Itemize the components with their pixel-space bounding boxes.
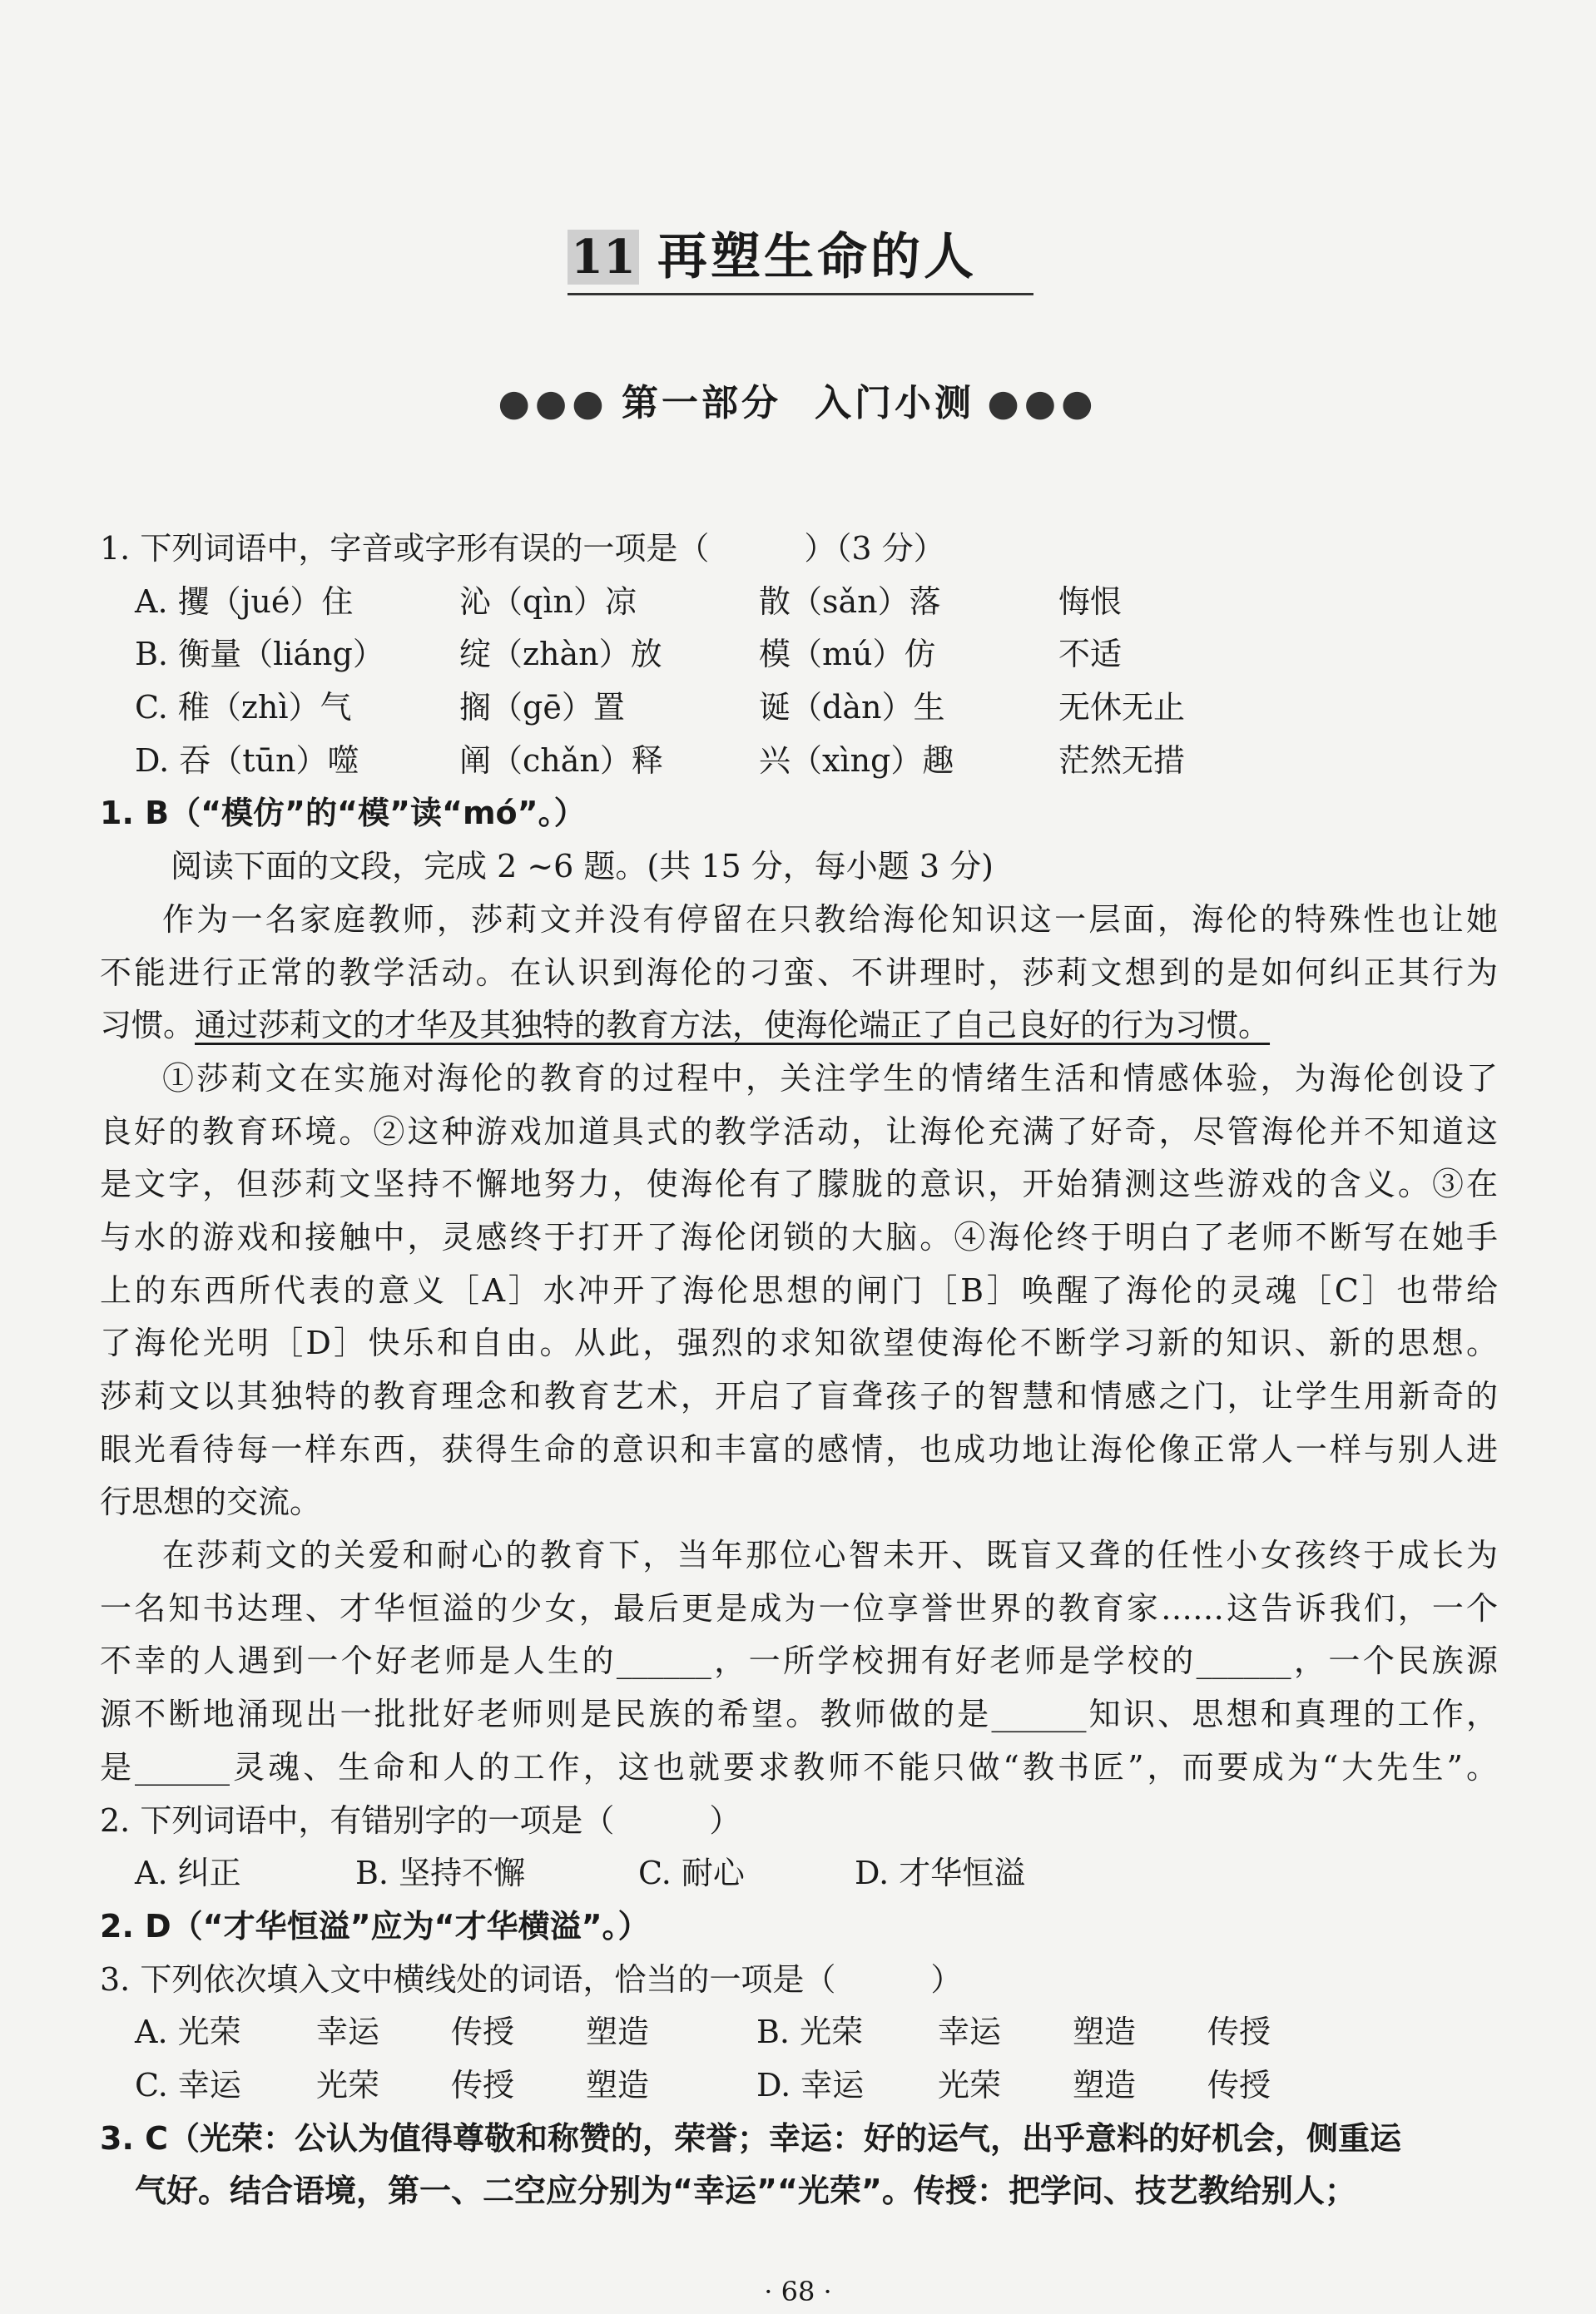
passage-line: 是______灵魂、生命和人的工作，这也就要求教师不能只做“教书匠”，而要成为“大先生”。 xyxy=(100,1748,1498,1786)
section-heading xyxy=(0,379,1596,429)
passage-line: 良好的教育环境。②这种游戏加道具式的教学活动，让海伦充满了好奇，尽管海伦并不知道这 xyxy=(100,1112,1498,1150)
passage-line: 眼光看待每一样东西，获得生命的意识和丰富的感情，也成功地让海伦像正常人一样与别人进 xyxy=(100,1430,1498,1468)
question-1-option-b: B. 衡量（liáng） 绽（zhàn）放 模（mú）仿 不适 xyxy=(135,636,1123,673)
question-1-option-c: C. 稚（zhì）气 搁（gē）置 诞（dàn）生 无休无止 xyxy=(135,689,1186,726)
question-3-options-row-1: A. 光荣 幸运 传授 塑造 B. 光荣 幸运 塑造 传授 xyxy=(135,2014,1271,2051)
dots-right-icon: ●●● xyxy=(987,382,1098,424)
passage-line: 源不断地涌现出一批批好老师则是民族的希望。教师做的是______知识、思想和真理的工作， xyxy=(100,1696,1498,1733)
passage-line: ①莎莉文在实施对海伦的教育的过程中，关注学生的情绪生活和情感体验，为海伦创设了 xyxy=(162,1059,1498,1097)
page-number: · 68 · xyxy=(764,2276,832,2307)
passage-line: 了海伦光明［D］快乐和自由。从此，强烈的求知欲望使海伦不断学习新的知识、新的思想。 xyxy=(100,1325,1498,1362)
chapter-name: 再塑生命的人 xyxy=(657,228,977,286)
passage-line: 上的东西所代表的意义［A］水冲开了海伦思想的闸门［B］唤醒了海伦的灵魂［C］也带给 xyxy=(100,1271,1498,1309)
passage-line: 一名知书达理、才华恒溢的少女，最后更是成为一位享誉世界的教育家……这告诉我们，一个 xyxy=(100,1589,1498,1627)
passage-intro: 阅读下面的文段，完成 2 ~6 题。(共 15 分，每小题 3 分) xyxy=(171,848,994,885)
passage-line: 习惯。通过莎莉文的才华及其独特的教育方法，使海伦端正了自己良好的行为习惯。 xyxy=(100,1007,1271,1044)
passage-line: 不幸的人遇到一个好老师是人生的______，一所学校拥有好老师是学校的______，一个民族源 xyxy=(100,1643,1498,1680)
chapter-number: 11 xyxy=(568,230,639,285)
passage-line: 在莎莉文的关爱和耐心的教育下，当年那位心智未开、既盲又聋的任性小女孩终于成长为 xyxy=(162,1537,1498,1574)
dots-left-icon: ●●● xyxy=(498,382,609,424)
section-subtitle: 入门小测 xyxy=(815,382,974,424)
question-2-answer: 2. D（“才华恒溢”应为“才华横溢”。） xyxy=(100,1907,650,1945)
question-1-answer: 1. B（“模仿”的“模”读“mó”。） xyxy=(100,795,586,832)
passage-line: 与水的游戏和接触中，灵感终于打开了海伦闭锁的大脑。④海伦终于明白了老师不断写在她手 xyxy=(100,1218,1498,1256)
question-2-options: A. 纠正 B. 坚持不懈 C. 耐心 D. 才华恒溢 xyxy=(135,1855,1026,1892)
passage-line: 行思想的交流。 xyxy=(100,1484,322,1521)
question-1-option-a: A. 攫（jué）住 沁（qìn）凉 散（sǎn）落 悔恨 xyxy=(135,582,1123,620)
passage-line: 是文字，但莎莉文坚持不懈地努力，使海伦有了朦胧的意识，开始猜测这些游戏的含义。③在 xyxy=(100,1166,1498,1203)
underlined-sentence: 通过莎莉文的才华及其独特的教育方法，使海伦端正了自己良好的行为习惯。 xyxy=(195,1007,1271,1044)
chapter-title xyxy=(568,226,1033,295)
passage-line: 莎莉文以其独特的教育理念和教育艺术，开启了盲聋孩子的智慧和情感之门，让学生用新奇的 xyxy=(100,1378,1498,1415)
content-body xyxy=(0,523,1596,2218)
question-3-answer: 3. C（光荣：公认为值得尊敬和称赞的，荣誉；幸运：好的运气，出乎意料的好机会，侧重运 xyxy=(100,2119,1401,2157)
question-1-option-d: D. 吞（tūn）噬 阐（chǎn）释 兴（xìng）趣 茫然无措 xyxy=(135,741,1186,779)
question-1-stem: 1. 下列词语中，字音或字形有误的一项是（ ）（3 分） xyxy=(100,530,945,567)
question-3-options-row-2: C. 幸运 光荣 传授 塑造 D. 幸运 光荣 塑造 传授 xyxy=(135,2066,1271,2103)
question-3-answer-continued: 气好。结合语境，第一、二空应分别为“幸运”“光荣”。传授：把学问、技艺教给别人； xyxy=(135,2173,1356,2210)
passage-line: 不能进行正常的教学活动。在认识到海伦的刁蛮、不讲理时，莎莉文想到的是如何纠正其行为 xyxy=(100,954,1498,991)
question-3-stem: 3. 下列依次填入文中横线处的词语，恰当的一项是（ ） xyxy=(100,1960,963,1998)
section-label: 第一部分 xyxy=(622,382,781,424)
passage-line: 作为一名家庭教师，莎莉文并没有停留在只教给海伦知识这一层面，海伦的特殊性也让她 xyxy=(162,900,1498,938)
question-2-stem: 2. 下列词语中，有错别字的一项是（ ） xyxy=(100,1801,741,1839)
